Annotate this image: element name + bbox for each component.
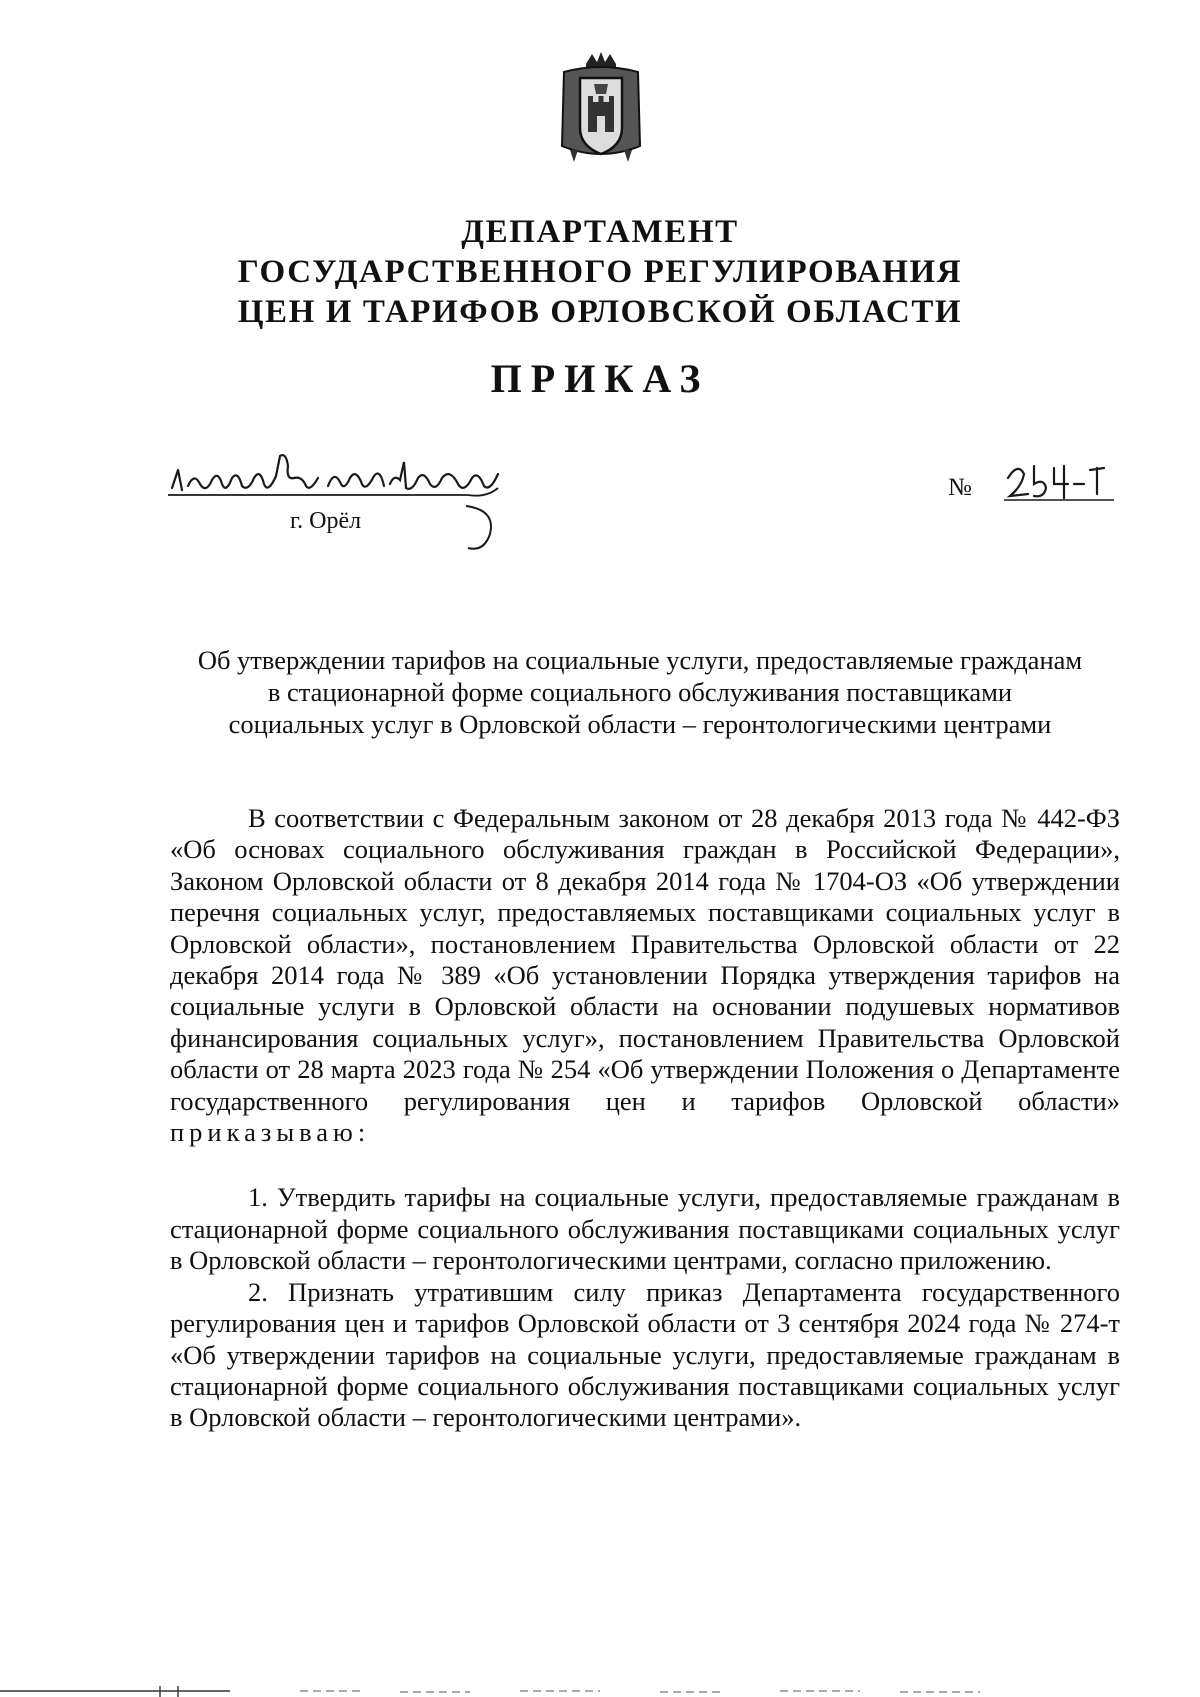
header-line-2: ГОСУДАРСТВЕННОГО РЕГУЛИРОВАНИЯ bbox=[237, 254, 963, 290]
pen-stroke-mark bbox=[460, 504, 500, 554]
title-line-1: Об утверждении тарифов на социальные услуги, предоставляемые гражданам bbox=[197, 645, 1083, 675]
scan-edge-marks bbox=[0, 1686, 1200, 1697]
coat-of-arms-icon bbox=[556, 50, 646, 168]
title-line-2: в стационарной форме социального обслуживания поставщиками bbox=[267, 677, 1013, 707]
preamble-paragraph bbox=[170, 803, 1120, 1148]
header-line-3: ЦЕН И ТАРИФОВ ОРЛОВСКОЙ ОБЛАСТИ bbox=[237, 294, 963, 330]
department-header bbox=[150, 212, 1050, 332]
preamble-text: В соответствии с Федеральным законом от 28 декабря 2013 года № 442-ФЗ «Об основах социального обслуживания граждан в Российской Федерации», Законом Орловской области от 8 декабря 2014 года № 1704-ОЗ «Об утверждении перечня социальных услуг, предоставляемых поставщиками социальных услуг в Орловской области», постановлением Правительства Орловской области от 22 декабря 2014 года № 389 «Об установлении Порядка утверждения тарифов на социальные услуги в Орловской области на основании подушевых нормативов финансирования социальных услуг», постановлением Правительства Орловской области от 28 марта 2023 года № 254 «Об утверждении Положения о Департаменте государственного регулирования цен и тарифов Орловской области» bbox=[170, 803, 1120, 1116]
order-item-1: 1. Утвердить тарифы на социальные услуги, предоставляемые гражданам в стационарной форме социального обслуживания поставщиками социальных услуг в Орловской области – геронтологическими центрами, согласно приложению. bbox=[170, 1182, 1120, 1276]
handwritten-number bbox=[1004, 456, 1124, 506]
order-word: приказываю: bbox=[170, 1117, 371, 1148]
document-body bbox=[170, 803, 1120, 1434]
order-item-2: 2. Признать утратившим силу приказ Департамента государственного регулирования цен и тарифов Орловской области от 3 сентября 2024 года № 274-т «Об утверждении тарифов на социальные услуги, предоставляемые гражданам в стационарной форме социального обслуживания поставщиками социальных услуг в Орловской области – геронтологическими центрами». bbox=[170, 1276, 1120, 1433]
document-title bbox=[160, 644, 1120, 740]
title-line-3: социальных услуг в Орловской области – геронтологическими центрами bbox=[228, 709, 1052, 739]
city-label: г. Орёл bbox=[290, 508, 362, 534]
number-label: № bbox=[948, 474, 972, 501]
document-type-title: ПРИКАЗ bbox=[490, 356, 710, 401]
paragraph-spacer bbox=[170, 1148, 1120, 1182]
header-line-1: ДЕПАРТАМЕНТ bbox=[461, 214, 739, 250]
handwritten-date bbox=[168, 448, 508, 508]
